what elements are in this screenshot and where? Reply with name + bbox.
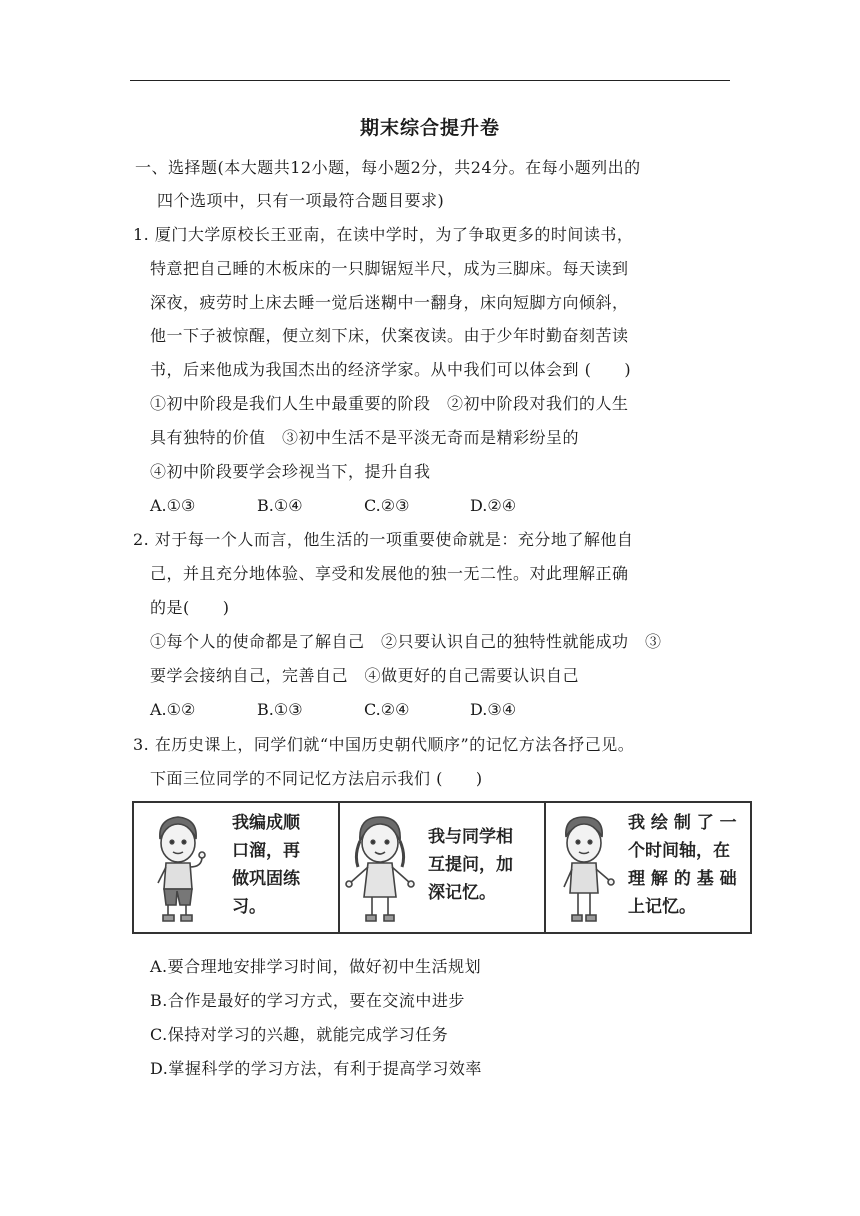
boy-illustration — [144, 811, 214, 927]
q2-line: 的是( ) — [150, 598, 230, 617]
panel3-line: 上记忆。 — [628, 897, 696, 917]
q2-line: 2. 对于每一个人而言，他生活的一项重要使命就是：充分地了解他自 — [133, 530, 634, 549]
panel2-line: 互提问，加 — [428, 855, 513, 875]
comic-panels — [132, 801, 752, 934]
girl-illustration — [340, 811, 420, 927]
q3-option-a[interactable]: A.要合理地安排学习时间，做好初中生活规划 — [150, 957, 482, 976]
q3-line: 3. 在历史课上，同学们就“中国历史朝代顺序”的记忆方法各抒己见。 — [133, 735, 635, 754]
panel3-line: 理 解 的 基 础 — [628, 869, 737, 889]
panel1-line: 做巩固练 — [232, 869, 300, 889]
panel2-text — [428, 823, 513, 907]
panel3-line: 我 绘 制 了 一 — [628, 813, 737, 833]
panel-divider — [544, 803, 546, 932]
q2-option-b[interactable]: B.①③ — [257, 700, 303, 719]
panel2-line: 深记忆。 — [428, 883, 496, 903]
q2-line: 己，并且充分地体验、享受和发展他的独一无二性。对此理解正确 — [150, 564, 629, 583]
q3-option-c[interactable]: C.保持对学习的兴趣，就能完成学习任务 — [150, 1025, 449, 1044]
q1-option-a[interactable]: A.①③ — [150, 496, 196, 515]
q1-statement: ④初中阶段要学会珍视当下，提升自我 — [150, 462, 431, 481]
q1-line: 他一下子被惊醒，便立刻下床，伏案夜读。由于少年时勤奋刻苦读 — [150, 326, 629, 345]
panel3-line: 个时间轴，在 — [628, 841, 730, 861]
q2-option-c[interactable]: C.②④ — [364, 700, 410, 719]
q2-option-a[interactable]: A.①② — [150, 700, 196, 719]
q3-option-b[interactable]: B.合作是最好的学习方式，要在交流中进步 — [150, 991, 465, 1010]
panel1-line: 习。 — [232, 897, 266, 917]
q2-option-d[interactable]: D.③④ — [470, 700, 517, 719]
page-title: 期末综合提升卷 — [359, 117, 500, 139]
section-heading-line1: 一、选择题(本大题共12小题，每小题2分，共24分。在每小题列出的 — [135, 158, 641, 177]
panel1-text — [232, 809, 300, 921]
panel2-line: 我与同学相 — [428, 827, 513, 847]
q3-option-d[interactable]: D.掌握科学的学习方法，有利于提高学习效率 — [150, 1059, 482, 1078]
boy-illustration — [548, 811, 620, 927]
q2-statement: 要学会接纳自己，完善自己 ④做更好的自己需要认识自己 — [150, 666, 580, 685]
q1-line: 书，后来他成为我国杰出的经济学家。从中我们可以体会到 ( ) — [150, 360, 632, 379]
panel1-line: 我编成顺 — [232, 813, 300, 833]
q1-line: 特意把自己睡的木板床的一只脚锯短半尺，成为三脚床。每天读到 — [150, 259, 629, 278]
q3-line: 下面三位同学的不同记忆方法启示我们 ( ) — [150, 769, 483, 788]
q1-line: 深夜，疲劳时上床去睡一觉后迷糊中一翻身，床向短脚方向倾斜， — [150, 293, 629, 312]
q2-statement: ①每个人的使命都是了解自己 ②只要认识自己的独特性就能成功 ③ — [150, 632, 662, 651]
q1-option-b[interactable]: B.①④ — [257, 496, 303, 515]
q1-statement: ①初中阶段是我们人生中最重要的阶段 ②初中阶段对我们的人生 — [150, 394, 629, 413]
q1-option-d[interactable]: D.②④ — [470, 496, 517, 515]
q1-line: 1. 厦门大学原校长王亚南，在读中学时，为了争取更多的时间读书， — [133, 225, 634, 244]
top-rule — [130, 80, 730, 81]
q1-option-c[interactable]: C.②③ — [364, 496, 410, 515]
panel1-line: 口溜，再 — [232, 841, 300, 861]
q1-statement: 具有独特的价值 ③初中生活不是平淡无奇而是精彩纷呈的 — [150, 428, 580, 447]
panel3-text — [628, 809, 737, 921]
section-heading-line2: 四个选项中，只有一项最符合题目要求) — [157, 191, 445, 210]
